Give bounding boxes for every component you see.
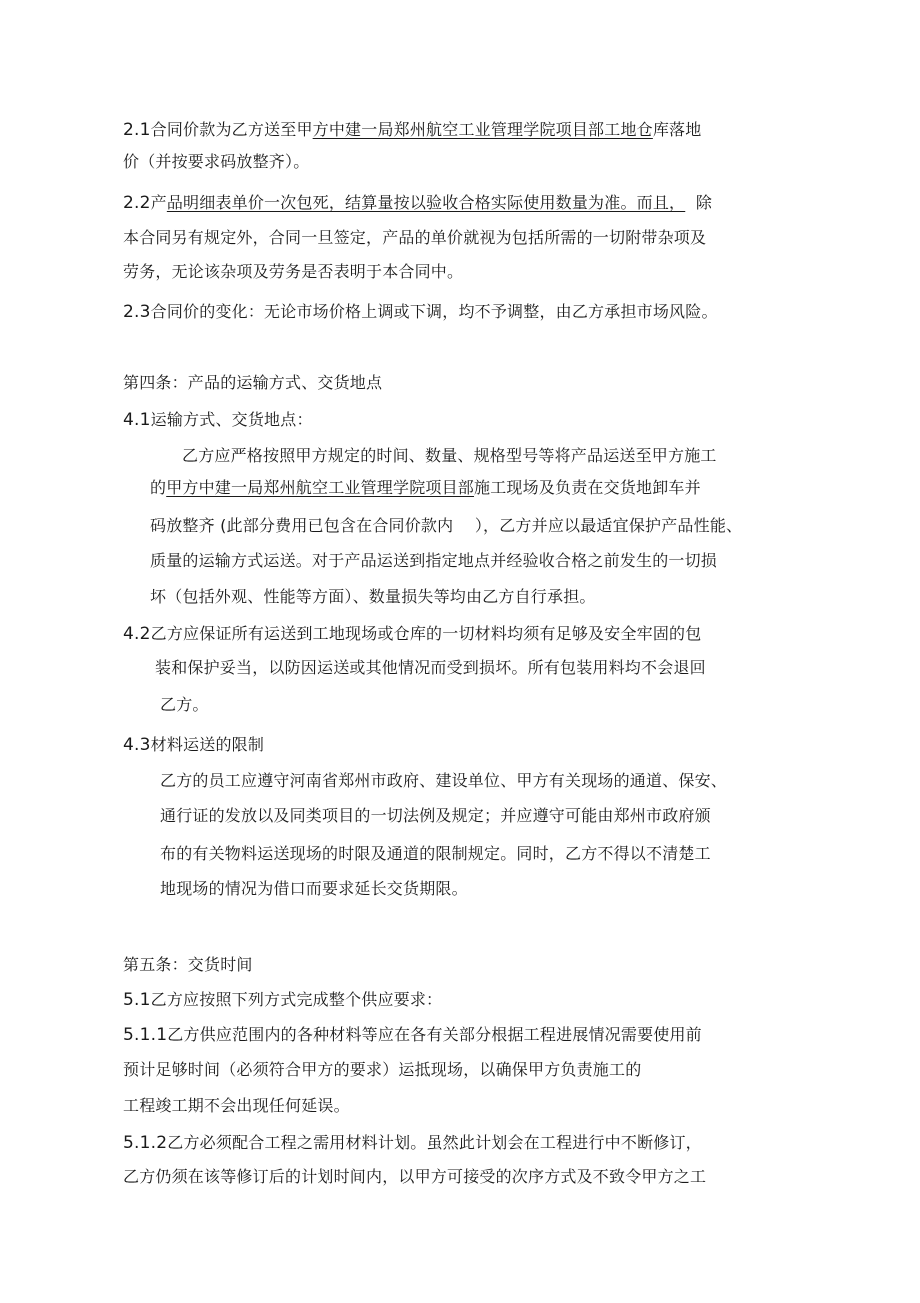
clause-4-1-body-1: 乙方应严格按照甲方规定的时间、数量、规格型号等将产品运送至甲方施工	[182, 446, 717, 465]
clause-4-1	[123, 410, 313, 430]
clause-4-1-body-2	[150, 478, 701, 498]
clause-4-2-line-1	[123, 624, 701, 644]
clause-text: 运输方式、交货地点：	[150, 410, 313, 429]
clause-text: 的	[150, 478, 167, 497]
clause-number: 5.1	[123, 990, 151, 1010]
clause-text: 乙方供应范围内的各种材料等应在各有关部分根据工程进展情况需要使用前	[167, 1025, 702, 1044]
clause-text: 合同价的变化：无论市场价格上调或下调，均不予调整，由乙方承担市场风险。	[150, 302, 718, 321]
clause-5-1-2-line-1	[123, 1133, 702, 1153]
clause-number: 5.1.1	[123, 1025, 168, 1045]
clause-number: 2.3	[123, 302, 151, 322]
clause-number: 4.1	[123, 410, 151, 430]
clause-4-3	[123, 735, 264, 755]
clause-text: 乙方应保证所有运送到工地现场或仓库的一切材料均须有足够及安全牢固的包	[150, 624, 702, 643]
clause-5-1	[123, 990, 442, 1010]
clause-text: 施工现场及负责在交货地卸车并	[474, 478, 701, 497]
clause-5-1-1-line-3: 工程竣工期不会出现任何延误。	[123, 1096, 350, 1115]
clause-number: 4.2	[123, 624, 151, 644]
clause-2-2-line-1	[123, 193, 712, 213]
clause-5-1-1-line-2: 预计足够时间（必须符合甲方的要求）运抵现场，以确保甲方负责施工的	[123, 1060, 642, 1079]
clause-2-2-line-2: 本合同另有规定外，合同一旦签定，产品的单价就视为包括所需的一切附带杂项及	[123, 228, 707, 247]
clause-4-1-body-3: 码放整齐 (此部分费用已包含在合同价款内 ），乙方并应以最适宜保护产品性能、	[150, 516, 743, 535]
underlined-project-name: 甲方中建一局郑州航空工业管理学院项目部	[166, 478, 475, 497]
clause-4-2-line-3: 乙方。	[160, 695, 209, 714]
clause-2-1-line-2: 价（并按要求码放整齐）。	[123, 152, 310, 171]
clause-text: 材料运送的限制	[150, 735, 265, 754]
clause-text: 乙方应按照下列方式完成整个供应要求：	[150, 990, 443, 1009]
clause-4-3-body-2: 通行证的发放以及同类项目的一切法例及规定；并应遵守可能由郑州市政府颁	[160, 806, 711, 825]
section-4-heading: 第四条：产品的运输方式、交货地点	[123, 373, 383, 392]
clause-2-3	[123, 302, 718, 322]
clause-4-3-body-3: 布的有关物料运送现场的时限及通道的限制规定。同时，乙方不得以不清楚工	[160, 844, 711, 863]
clause-text: 乙方必须配合工程之需用材料计划。虽然此计划会在工程进行中不断修订，	[167, 1133, 702, 1152]
clause-4-2-line-2: 装和保护妥当，以防因运送或其他情况而受到损坏。所有包装用料均不会退回	[155, 658, 706, 677]
clause-number: 2.1	[123, 120, 151, 140]
clause-4-3-body-1: 乙方的员工应遵守河南省郑州市政府、建设单位、甲方有关现场的通道、保安、	[160, 771, 728, 790]
clause-text: 库落地	[652, 120, 702, 139]
clause-number: 5.1.2	[123, 1133, 168, 1153]
clause-2-2-line-3: 劳务，无论该杂项及劳务是否表明于本合同中。	[123, 262, 464, 281]
section-5-heading: 第五条：交货时间	[123, 955, 253, 974]
clause-text: 合同价款为乙方送至甲	[150, 120, 313, 139]
clause-text: 产	[150, 193, 167, 212]
underlined-text: 品明细表单价一次包死，结算量按以验收合格实际使用数量为准。而且，	[166, 193, 686, 212]
clause-text: 除	[695, 193, 713, 212]
clause-5-1-2-line-2: 乙方仍须在该等修订后的计划时间内，以甲方可接受的次序方式及不致令甲方之工	[123, 1167, 707, 1186]
clause-number: 2.2	[123, 193, 151, 213]
underlined-project-name: 方中建一局郑州航空工业管理学院项目部工地仓	[312, 120, 653, 139]
clause-number: 4.3	[123, 735, 151, 755]
clause-4-1-body-5: 坏（包括外观、性能等方面）、数量损失等均由乙方自行承担。	[150, 587, 596, 606]
clause-5-1-1-line-1	[123, 1025, 702, 1045]
clause-2-1-line-1	[123, 120, 701, 140]
clause-4-1-body-4: 质量的运输方式运送。对于产品运送到指定地点并经验收合格之前发生的一切损	[150, 551, 718, 570]
clause-4-3-body-4: 地现场的情况为借口而要求延长交货期限。	[160, 879, 468, 898]
